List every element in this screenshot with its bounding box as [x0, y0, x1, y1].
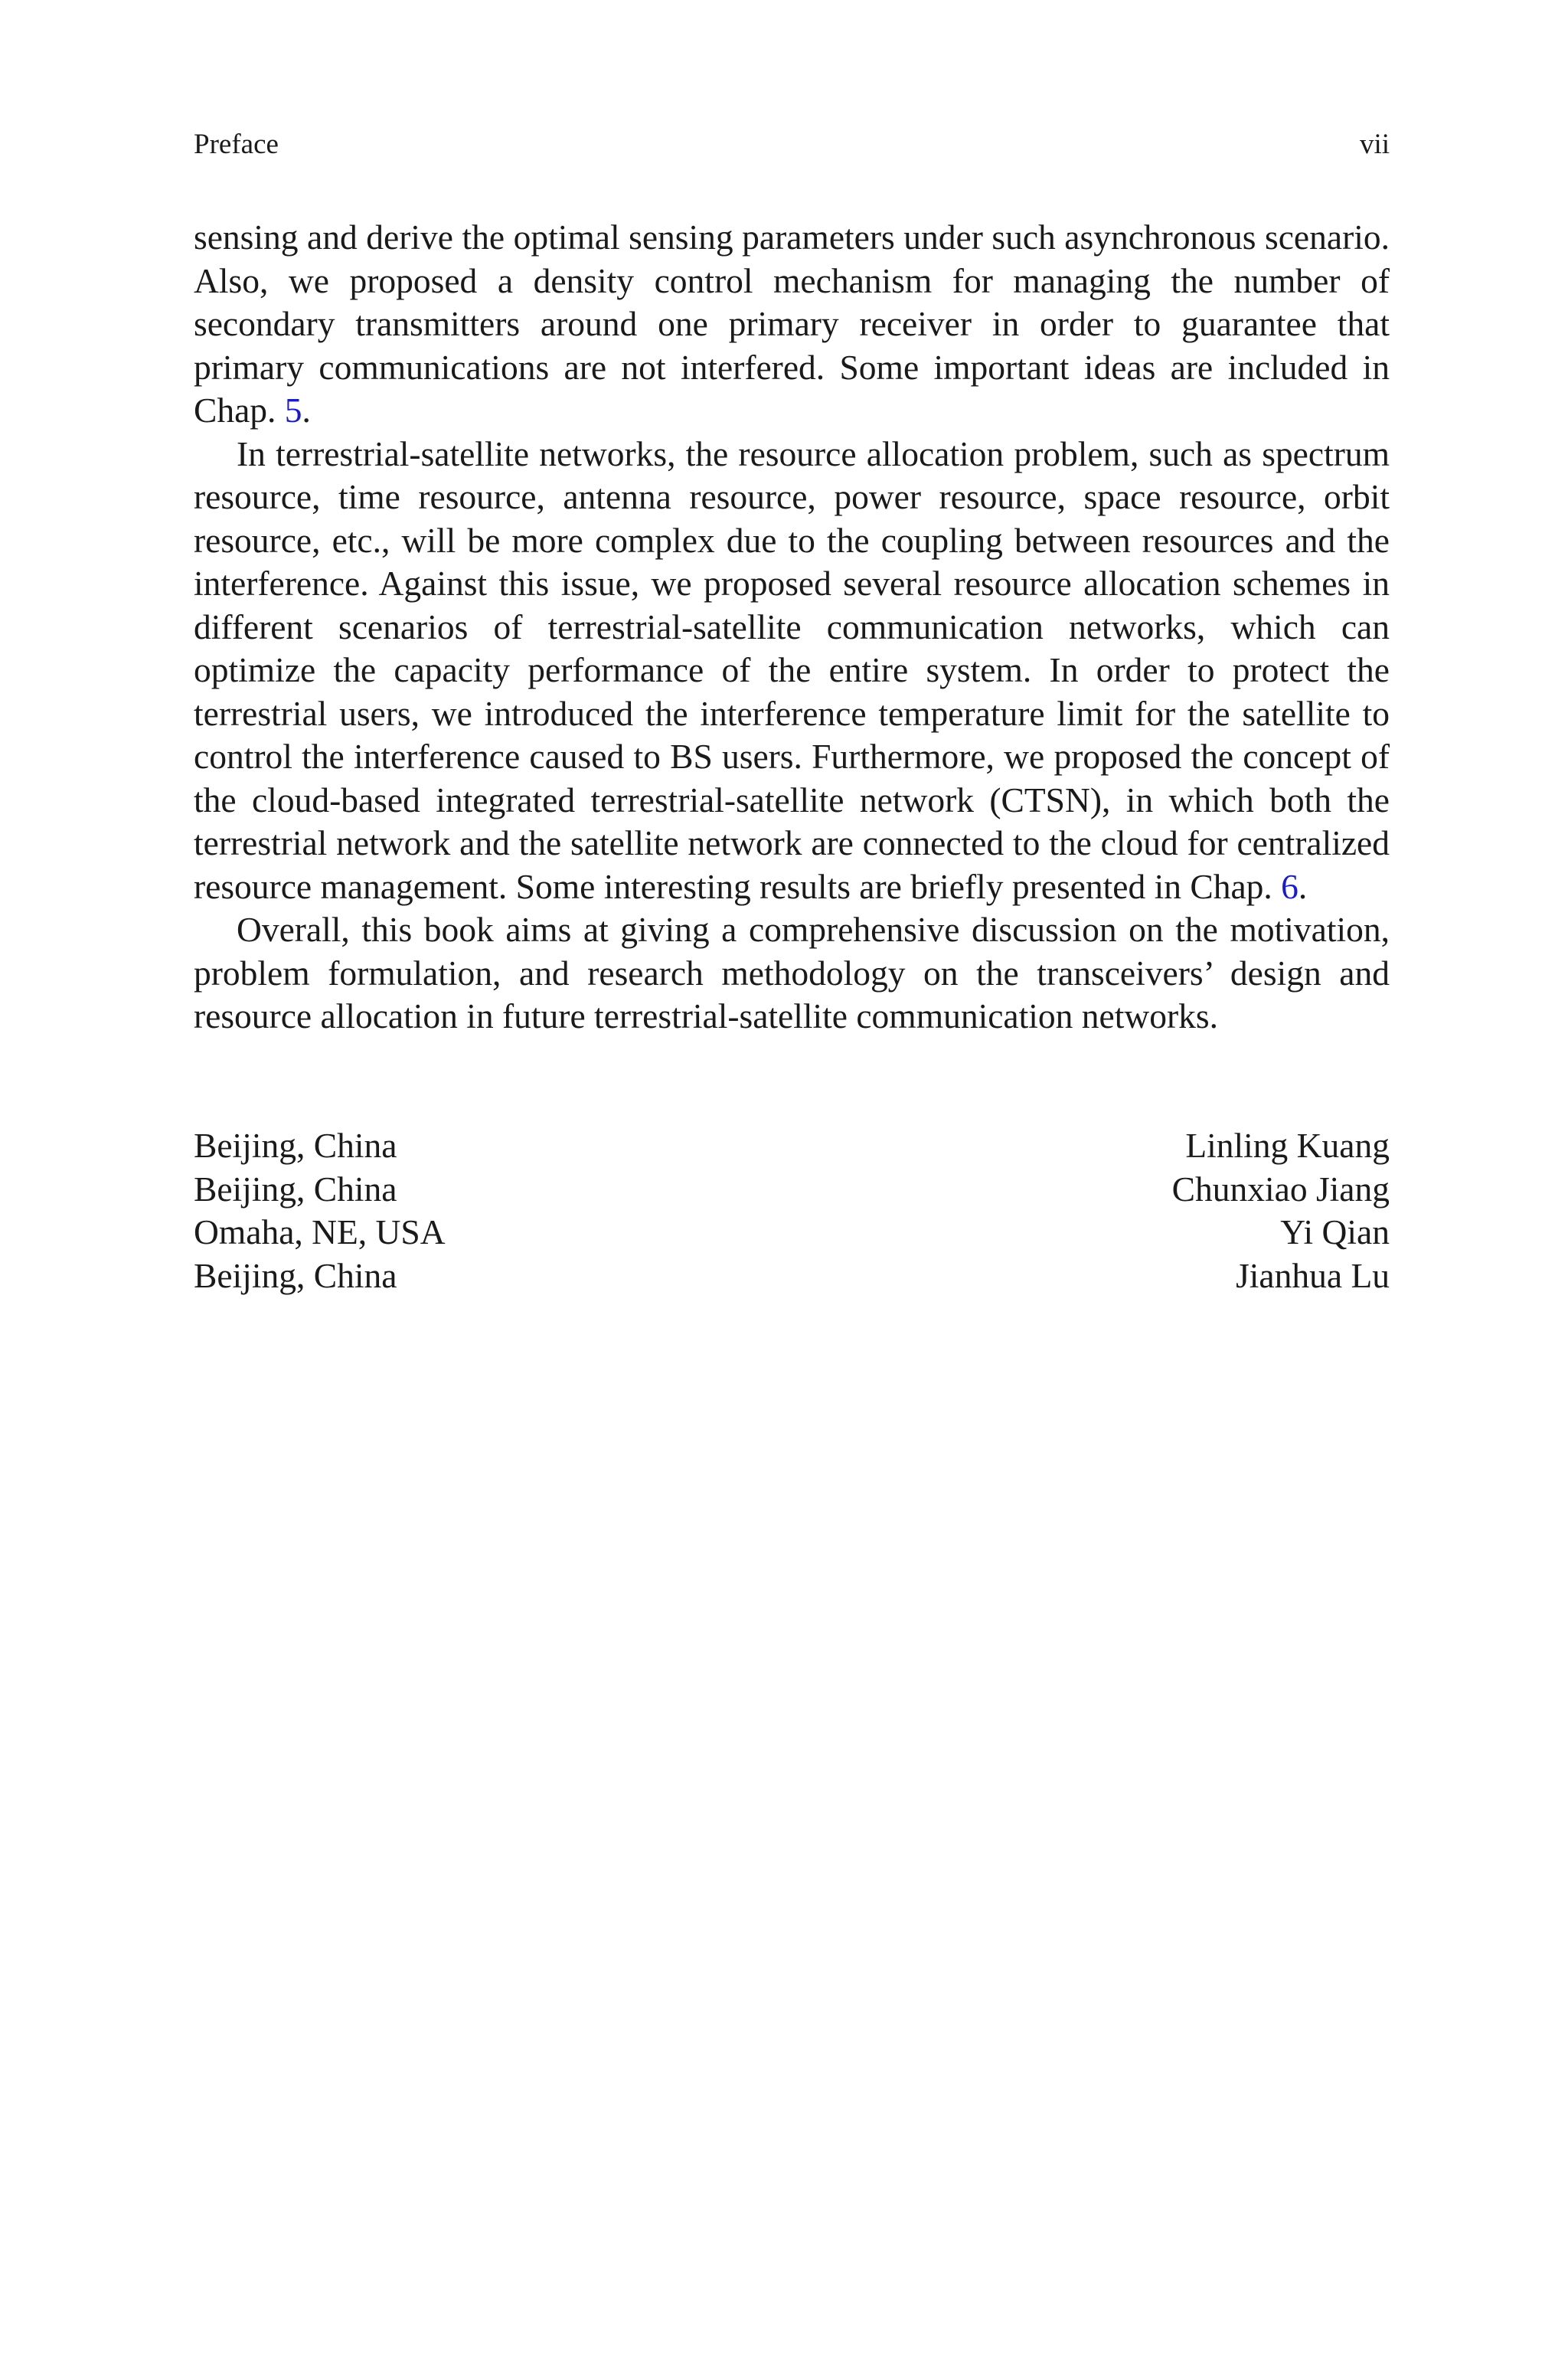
running-head-title: Preface [194, 129, 279, 160]
signature-location: Beijing, China [194, 1169, 397, 1209]
paragraph-text: sensing and derive the optimal sensing parameters under such asynchronous scenario. Also, we proposed a density control mechanism for managing the number of secondary transmitters around one primary receiver in order to guarantee that primary communications are not interfered. Some important ideas are included in Chap. [194, 218, 1390, 430]
signature-author: Jianhua Lu [1236, 1255, 1390, 1295]
author-signatures [194, 1124, 1390, 1297]
running-head [194, 127, 1390, 162]
paragraph-text: . [1298, 866, 1308, 906]
preface-body [194, 216, 1390, 1039]
page-number: vii [1359, 129, 1390, 160]
paragraph-terrestrial-satellite [194, 433, 1390, 909]
signature-row [194, 1211, 1390, 1254]
signature-location: Beijing, China [194, 1126, 397, 1165]
signature-row [194, 1168, 1390, 1212]
paragraph-text: . [302, 391, 311, 430]
signature-row [194, 1124, 1390, 1168]
signature-author: Yi Qian [1280, 1212, 1390, 1251]
signature-location: Beijing, China [194, 1255, 397, 1295]
signature-location: Omaha, NE, USA [194, 1212, 446, 1251]
paragraph-overall [194, 908, 1390, 1039]
paragraph-sensing [194, 216, 1390, 433]
chapter-6-link[interactable]: 6 [1281, 866, 1298, 906]
chapter-5-link[interactable]: 5 [284, 391, 302, 430]
signature-row [194, 1254, 1390, 1298]
paragraph-text: Overall, this book aims at giving a comprehensive discussion on the motivation, problem formulation, and research methodology on the transceivers’ design and resource allocation in future terrestrial-satellite communication networks. [194, 910, 1390, 1035]
paragraph-text: In terrestrial-satellite networks, the resource allocation problem, such as spectrum resource, time resource, antenna resource, power resource, space resource, orbit resource, etc., will be more complex due to the coupling between resources and the interference. Against this issue, we proposed several resource allocation schemes in different scenarios of terrestrial-satellite communication networks, which can optimize the capacity performance of the entire system. In order to protect the terrestrial users, we introduced the interference temperature limit for the satellite to control the interference caused to BS users. Furthermore, we proposed the concept of the cloud-based integrated terrestrial-satellite network (CTSN), in which both the terrestrial network and the satellite network are connected to the cloud for centralized resource management. Some interesting results are briefly presented in Chap. [194, 433, 1390, 906]
signature-author: Linling Kuang [1185, 1126, 1390, 1165]
signature-author: Chunxiao Jiang [1171, 1169, 1390, 1209]
